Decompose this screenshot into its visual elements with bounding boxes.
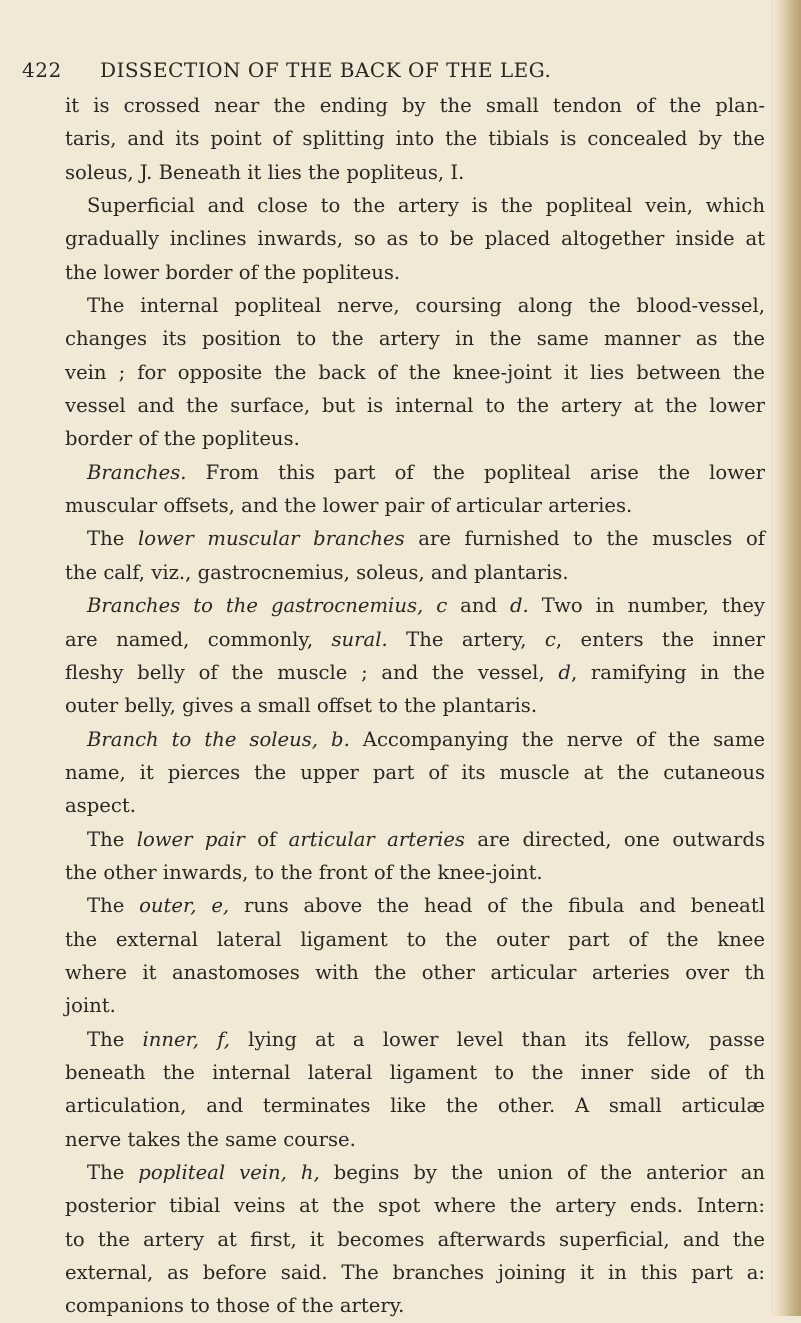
text-segment: , ramifying in the [570,660,766,684]
text-segment: to the artery at first, it becomes afterwards superficial, and the [65,1227,766,1251]
text-segment: fleshy belly of the muscle ; and the vessel, [65,660,559,684]
text-segment: of [244,827,289,851]
text-segment: The [87,894,140,918]
text-segment: the calf, viz., gastrocnemius, soleus, and plantaris. [65,560,569,584]
text-segment: the external lateral ligament to the outer part of the knee [65,927,765,951]
text-segment: it is crossed near the ending by the small tendon of the plan- [65,94,766,117]
text-segment: nerve takes the same course. [65,1127,356,1151]
text-segment: From this part of the popliteal arise the lower [186,460,765,484]
text-segment: companions to those of the artery. [65,1294,405,1318]
text-segment: aspect. [65,794,136,818]
page-header [22,58,752,88]
text-line [65,389,765,422]
italic-text: d. [509,594,529,618]
text-segment: name, it pierces the upper part of its muscle at the cutaneous [65,760,766,784]
text-segment: vein ; for opposite the back of the knee-joint it lies between the [65,360,765,384]
text-line [65,1223,765,1256]
page-edge [773,0,801,1316]
text-segment: Two in number, they [528,594,765,618]
text-line [65,1056,765,1089]
text-segment: beneath the internal lateral ligament to the inner side of th [65,1060,765,1084]
italic-text: d [558,660,571,684]
text-line [65,1123,765,1156]
text-segment: gradually inclines inwards, so as to be placed altogether inside at [65,227,766,251]
text-segment: are directed, one outwards [465,827,766,851]
text-segment: , enters the inner [555,627,766,651]
text-line [65,156,765,189]
text-line [65,856,765,889]
text-line [65,1289,765,1322]
text-line [65,789,765,822]
text-segment: the lower border of the popliteus. [65,260,401,284]
italic-text: lower muscular branches [137,527,405,551]
text-line [65,489,765,522]
text-line [65,1089,765,1122]
text-segment: border of the popliteus. [65,427,300,451]
running-head: DISSECTION OF THE BACK OF THE LEG. [100,58,552,82]
text-segment: posterior tibial veins at the spot where the artery ends. Intern: [65,1194,766,1218]
text-line [65,623,765,656]
text-segment: muscular offsets, and the lower pair of articular arteries. [65,494,633,518]
italic-text: Branches. [87,460,187,484]
text-segment: taris, and its point of splitting into the tibials is concealed by the [65,127,766,151]
italic-text: Branch to the soleus, b. [87,727,350,751]
text-line [65,923,765,956]
italic-text: popliteal vein, h, [138,1161,320,1184]
text-line [65,823,765,856]
text-segment: are named, commonly, [65,627,332,651]
text-segment: Accompanying the nerve of the same [349,727,766,751]
text-line [65,756,765,789]
text-segment: The [87,1027,143,1051]
text-line [65,122,765,155]
text-segment: and [447,594,510,618]
text-segment: external, as before said. The branches joining it in this part a: [65,1261,765,1285]
text-line [65,1189,765,1222]
text-segment: the other inwards, to the front of the knee-joint. [65,860,543,884]
text-line [65,256,765,289]
text-line [65,889,765,922]
text-line [65,956,765,989]
text-segment: Superficial and close to the artery is the popliteal vein, which [87,194,766,218]
text-line [65,89,765,122]
text-line [65,422,765,455]
text-segment: runs above the head of the fibula and beneatl [229,894,765,918]
text-line [65,689,765,722]
text-segment: joint. [65,994,116,1018]
text-segment: articulation, and terminates like the other. A small articulæ [65,1094,765,1118]
text-line [65,289,765,322]
text-line [65,556,765,589]
text-line [65,322,765,355]
text-line [65,723,765,756]
text-line [65,356,765,389]
italic-text: c [544,627,556,651]
text-segment: The internal popliteal nerve, coursing along the blood-vessel, [87,294,765,318]
text-line [65,522,765,555]
text-line [65,1156,765,1189]
text-line [65,989,765,1022]
text-segment: vessel and the surface, but is internal to the artery at the lower [65,394,766,418]
text-segment: changes its position to the artery in the same manner as the [65,327,765,351]
text-segment: The [87,527,138,551]
italic-text: sural. [331,627,388,651]
text-segment: begins by the union of the anterior an [319,1161,765,1184]
text-segment: outer belly, gives a small offset to the plantaris. [65,694,538,718]
text-segment: are furnished to the muscles of [404,527,766,551]
text-segment: lying at a lower level than its fellow, passe [229,1027,765,1051]
text-segment: soleus, J. Beneath it lies the popliteus, I. [65,160,465,184]
text-segment: where it anastomoses with the other articular arteries over th [65,960,766,984]
text-line [65,656,765,689]
body-text [65,89,765,1323]
text-line [65,1256,765,1289]
italic-text: articular arteries [288,827,465,851]
text-line [65,189,765,222]
text-segment: The artery, [387,627,545,651]
text-line [65,456,765,489]
page-number: 422 [22,58,62,82]
text-segment: The [87,827,137,851]
italic-text: outer, e, [139,894,230,918]
text-line [65,589,765,622]
text-line [65,222,765,255]
text-line [65,1023,765,1056]
text-segment: The [87,1161,139,1184]
italic-text: inner, f, [142,1027,230,1051]
italic-text: lower pair [136,827,245,851]
italic-text: Branches to the gastrocnemius, c [87,594,448,618]
